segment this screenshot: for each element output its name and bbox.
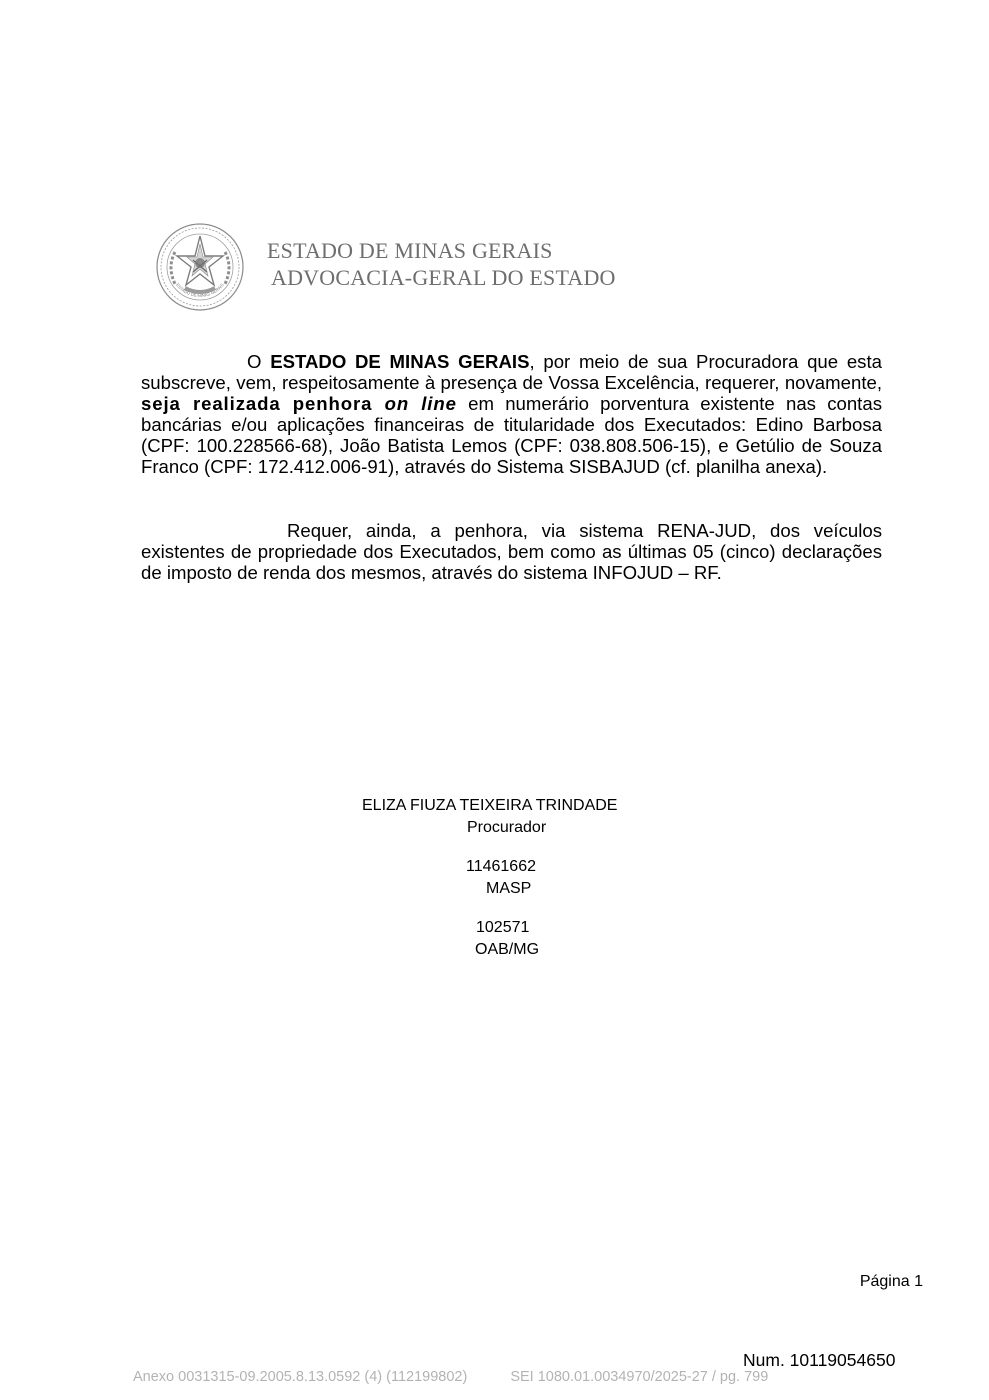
state-name: ESTADO DE MINAS GERAIS [270, 351, 530, 372]
sei-reference: SEI 1080.01.0034970/2025-27 / pg. 799 [510, 1369, 769, 1385]
letterhead [155, 222, 655, 312]
annex-footer [133, 1369, 768, 1385]
signer-role: Procurador [467, 819, 547, 836]
page-number: Página 1 [859, 1273, 923, 1290]
document-number: Num. 10119054650 [743, 1350, 896, 1370]
letterhead-agency-name: ADVOCACIA-GERAL DO ESTADO [271, 265, 616, 290]
masp-number: 11461662 [466, 858, 536, 875]
letterhead-state-name: ESTADO DE MINAS GERAIS [267, 238, 553, 263]
request-paragraph: O ESTADO DE MINAS GERAIS, por meio de sua Procuradora que esta subscreve, vem, respeitosamente à presença de Vossa Excelência, requerer, novamente, seja realizada penhora on line em numerário porventura existente nas contas bancárias e/ou aplicações financeiras de titularidade dos Executados: Edino Barbosa (CPF: 100.228566-68), João Batista Lemos (CPF: 038.808.506-15), e Getúlio de Souza Franco (CPF: 172.412.006-91), através do Sistema SISBAJUD (cf. planilha anexa). [141, 351, 882, 477]
oab-number: 102571 [476, 919, 530, 936]
masp-label: MASP [486, 880, 532, 897]
signer-name: ELIZA FIUZA TEIXEIRA TRINDADE [362, 797, 618, 814]
svg-text:ESTADO DE MINAS GERAIS: ESTADO DE MINAS GERAIS [175, 282, 225, 298]
additional-request-paragraph: Requer, ainda, a penhora, via sistema RENA-JUD, dos veículos existentes de propriedade dos Executados, bem como as últimas 05 (cinco) declarações de imposto de renda dos mesmos, através do sistema INFOJUD – RF. [141, 520, 882, 583]
oab-label: OAB/MG [475, 941, 540, 958]
state-seal-icon [155, 222, 245, 312]
annex-reference: Anexo 0031315-09.2005.8.13.0592 (4) (112199802) [133, 1369, 468, 1385]
